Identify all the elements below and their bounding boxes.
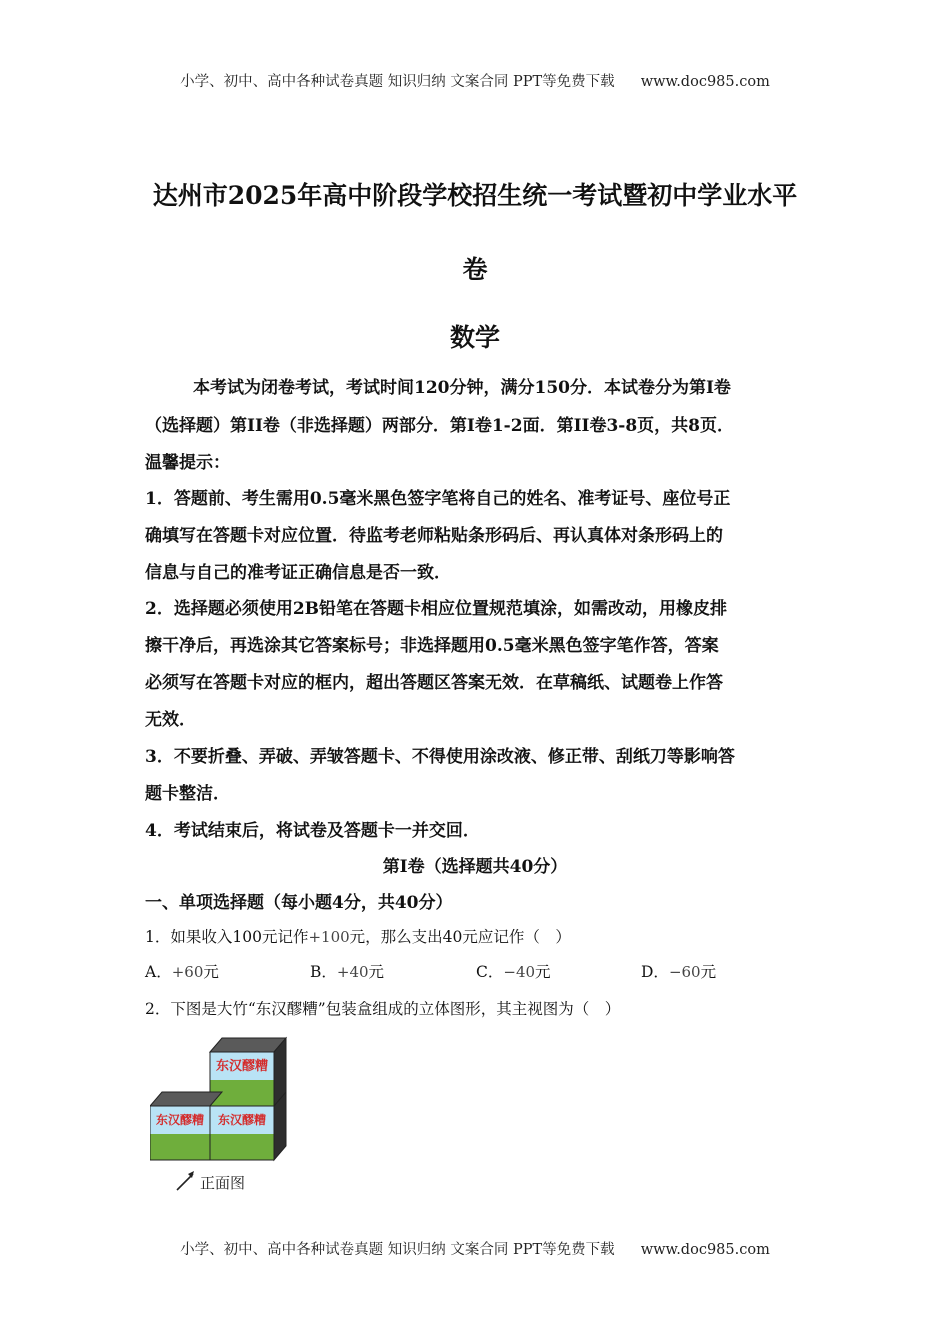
option-unit: 元 [700, 963, 717, 981]
option-math: −40 [503, 963, 536, 981]
box-stack-figure [150, 1030, 300, 1198]
banner-text: 小学、初中、高中各种试卷真题 知识归纳 文案合同 PPT等免费下载 [180, 1242, 615, 1258]
option-unit: 元 [203, 963, 219, 981]
banner-text: 小学、初中、高中各种试卷真题 知识归纳 文案合同 PPT等免费下载 [180, 74, 615, 90]
option-unit: 元 [368, 963, 385, 981]
front-view-label: 正面图 [200, 1174, 246, 1192]
question-1 [145, 925, 571, 947]
tip-line: 题卡整洁． [145, 784, 230, 804]
tip-line: 4．考试结束后，将试卷及答题卡一并交回． [145, 821, 480, 841]
tips-heading: 温馨提示： [145, 453, 230, 473]
tip-line: 必须写在答题卡对应的框内，超出答题区答案无效．在草稿纸、试题卷上作答 [145, 673, 723, 693]
section-title: 第I卷（选择题共40分） [382, 857, 568, 877]
tip-line: 无效． [145, 710, 196, 730]
q1-option-b [310, 960, 384, 982]
option-label: B． [310, 963, 337, 981]
intro-line-2: （选择题）第II卷（非选择题）两部分．第I卷1-2面．第II卷3-8页，共8页． [145, 416, 735, 436]
exam-title-line2: 卷 [462, 255, 488, 284]
option-unit: 元 [535, 963, 551, 981]
tip-line: 擦干净后，再选涂其它答案标号；非选择题用0.5毫米黑色签字笔作答，答案 [145, 636, 719, 656]
q1-option-c [476, 960, 551, 982]
q1-option-d [641, 960, 716, 982]
q1-suffix: 元，那么支出40元应记作（ ） [349, 928, 571, 946]
option-math: −60 [668, 963, 701, 981]
subject-title: 数学 [449, 323, 500, 352]
box-label: 东汉醪糟 [215, 1058, 269, 1073]
part-heading: 一、单项选择题（每小题4分，共40分） [145, 893, 453, 913]
option-math: +60 [171, 963, 204, 981]
tip-line: 3．不要折叠、弄破、弄皱答题卡、不得使用涂改液、修正带、刮纸刀等影响答 [145, 747, 735, 767]
front-arrow-icon [177, 1171, 194, 1190]
intro-line-1: 本考试为闭卷考试，考试时间120分钟，满分150分．本试卷分为第I卷 [193, 378, 731, 398]
q1-math: +100 [308, 928, 350, 946]
banner-site[interactable]: www.doc985.com [640, 1242, 770, 1258]
tip-line: 2．选择题必须使用2B铅笔在答题卡相应位置规范填涂，如需改动，用橡皮排 [145, 599, 728, 619]
option-math: +40 [336, 963, 369, 981]
bottom-banner [0, 1238, 950, 1259]
q1-prefix: 1．如果收入100元记作 [145, 928, 309, 946]
banner-site[interactable]: www.doc985.com [640, 74, 770, 90]
question-2: 2．下图是大竹“东汉醪糟”包装盒组成的立体图形，其主视图为（ ） [145, 1000, 621, 1018]
q1-option-a [145, 960, 219, 982]
exam-title-line1: 达州市2025年高中阶段学校招生统一考试暨初中学业水平 [152, 181, 798, 210]
box-label: 东汉醪糟 [155, 1113, 205, 1127]
option-label: D． [641, 963, 669, 981]
option-label: C． [476, 963, 504, 981]
box-label: 东汉醪糟 [217, 1113, 267, 1127]
top-banner [0, 70, 950, 91]
option-label: A． [145, 963, 172, 981]
tip-line: 确填写在答题卡对应位置．待监考老师粘贴条形码后、再认真体对条形码上的 [145, 526, 723, 546]
tip-line: 信息与自己的准考证正确信息是否一致． [145, 563, 451, 583]
tip-line: 1．答题前、考生需用0.5毫米黑色签字笔将自己的姓名、准考证号、座位号正 [145, 489, 731, 509]
